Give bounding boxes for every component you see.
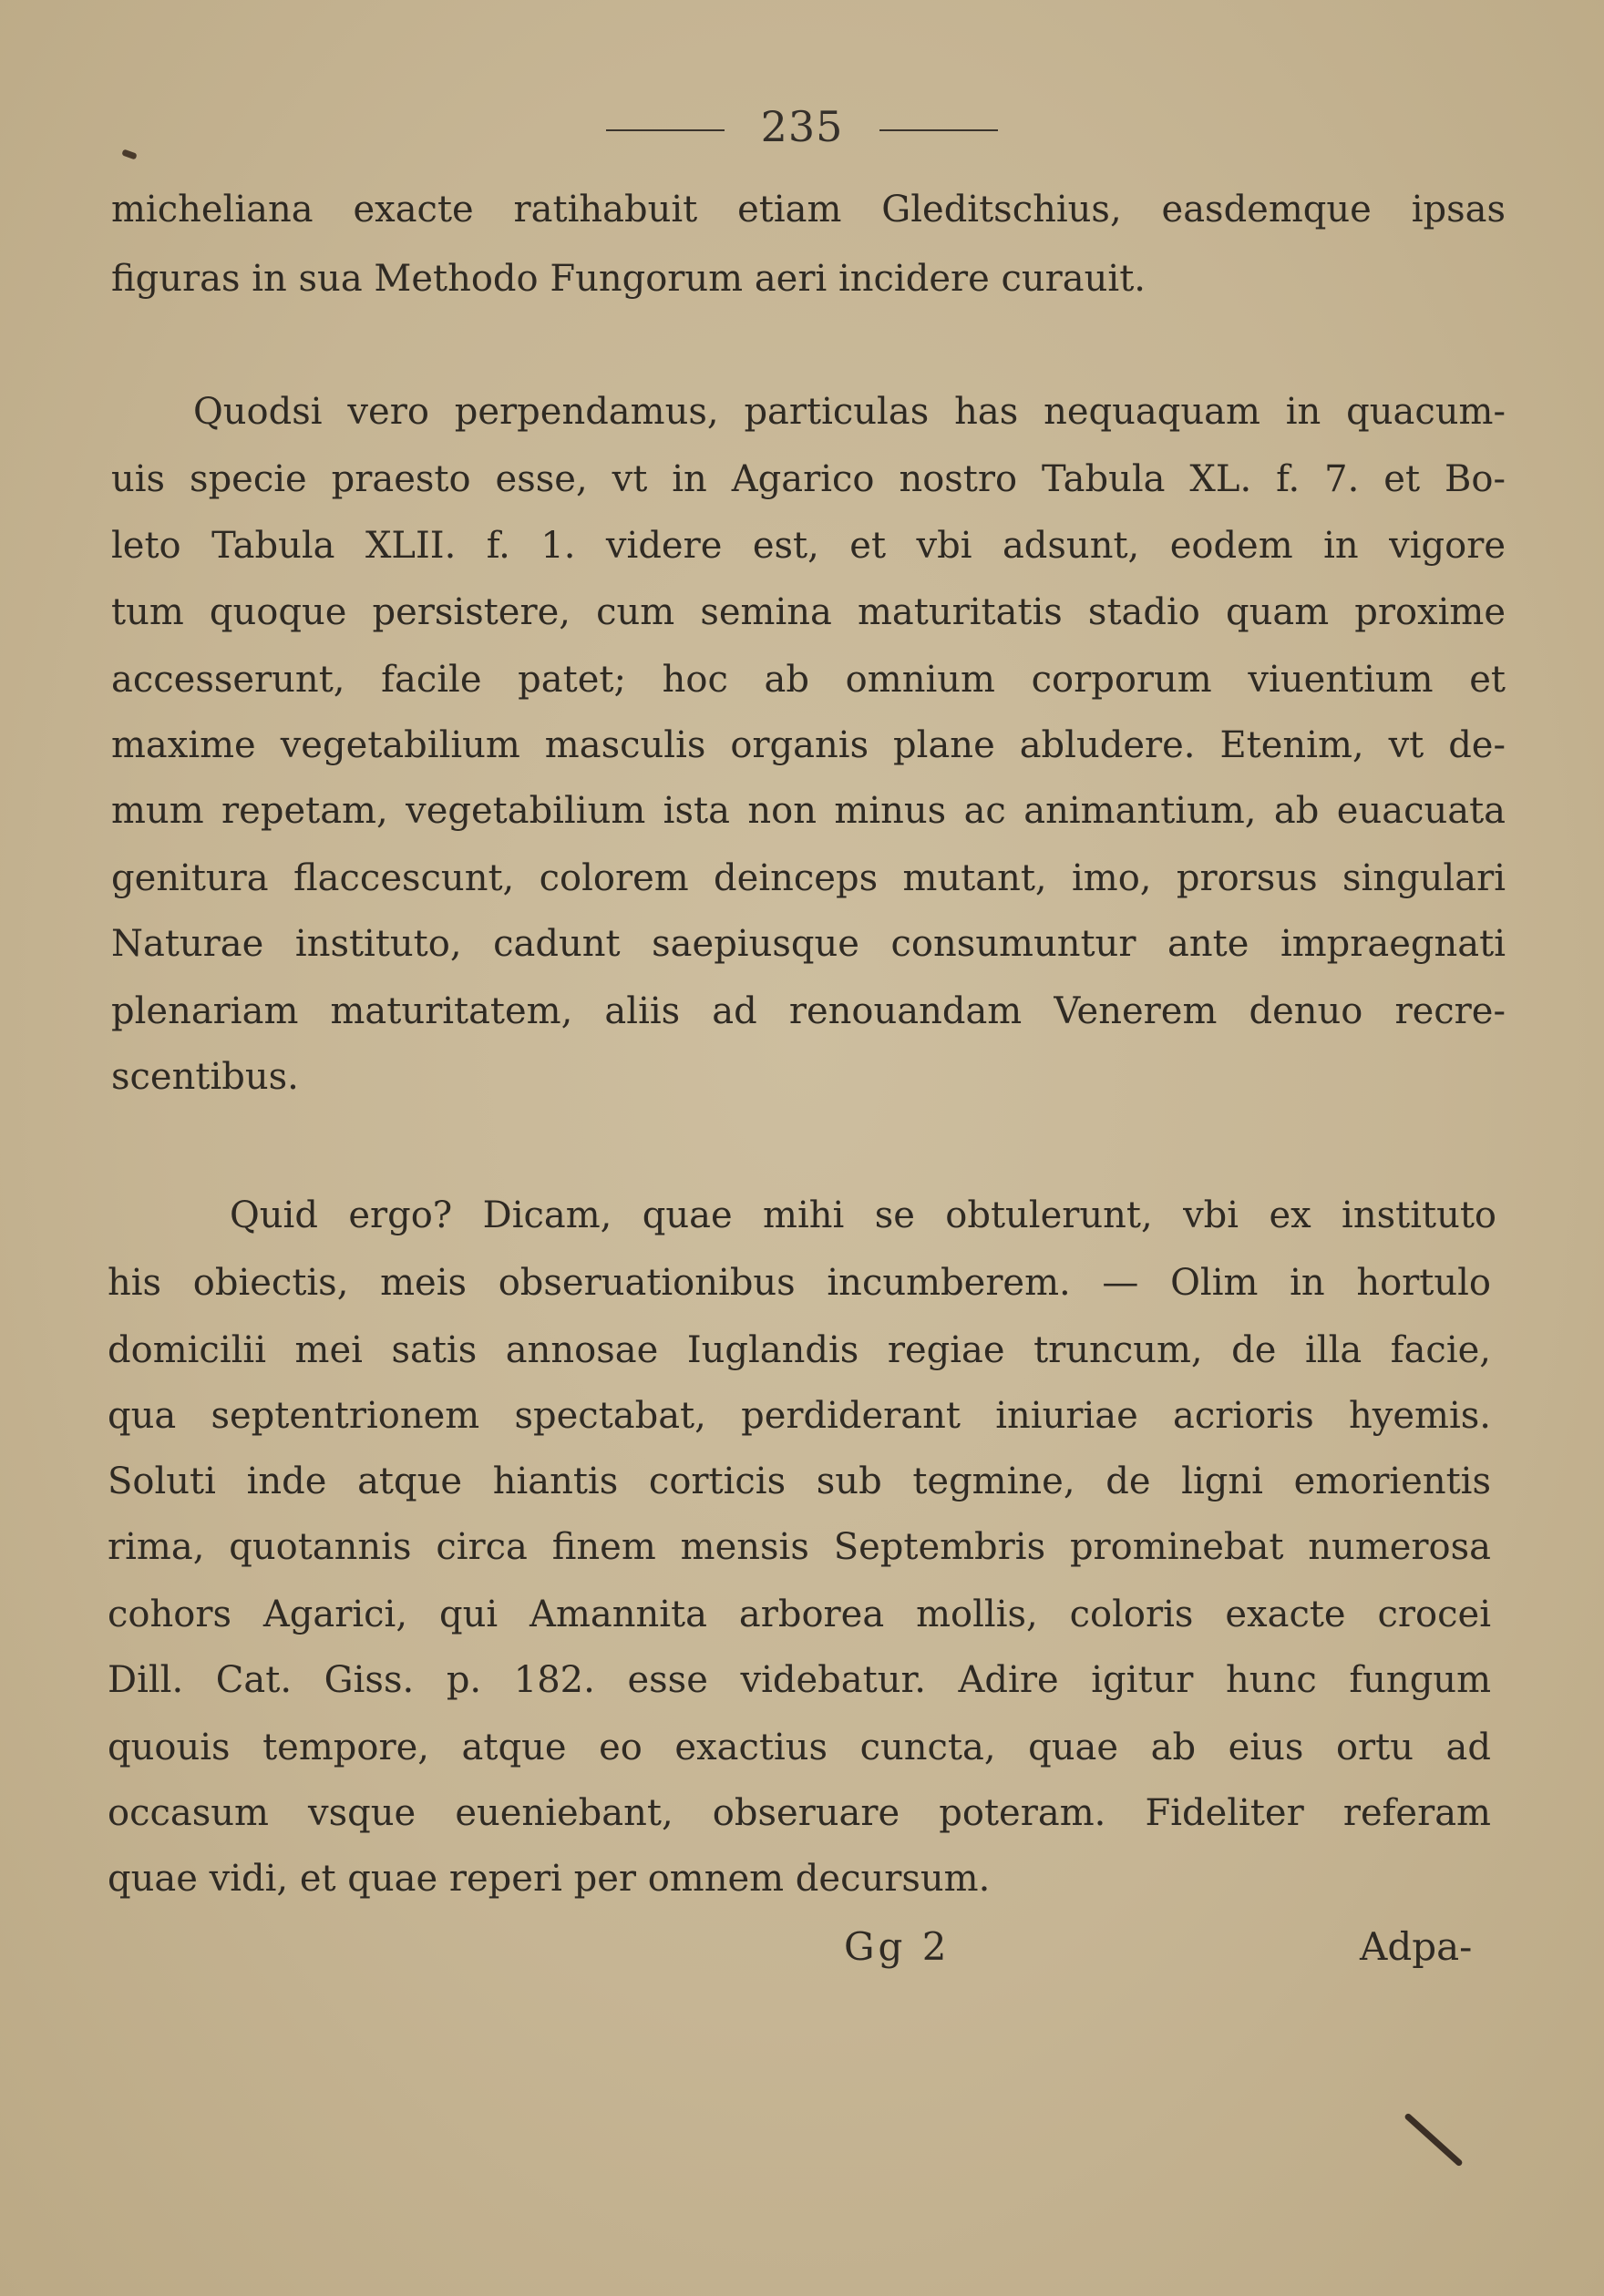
text-line: Soluti inde atque hiantis corticis sub tegmine, de ligni emorientis — [108, 1461, 1491, 1502]
text-line: qua septentrionem spectabat, perdiderant iniuriae acrioris hyemis. — [108, 1395, 1491, 1437]
header-rule-left — [606, 129, 725, 131]
text-line: uis specie praesto esse, vt in Agarico nostro Tabula XL. f. 7. et Bo- — [111, 458, 1506, 500]
header-rule-right — [879, 129, 998, 131]
text-line: micheliana exacte ratihabuit etiam Gleditschius, easdemque ipsas — [111, 189, 1506, 231]
text-line: leto Tabula XLII. f. 1. videre est, et vbi adsunt, eodem in vigore — [111, 525, 1506, 567]
signature-mark: Gg 2 — [844, 1924, 951, 1969]
text-line: rima, quotannis circa finem mensis Septembris prominebat numerosa — [108, 1526, 1491, 1568]
text-line: cohors Agarici, qui Amannita arborea mollis, coloris exacte crocei — [108, 1594, 1491, 1635]
text-line: figuras in sua Methodo Fungorum aeri incidere curauit. — [111, 258, 1146, 300]
text-line: Naturae instituto, cadunt saepiusque consumuntur ante impraegnati — [111, 923, 1506, 965]
text-line: maxime vegetabilium masculis organis plane abludere. Etenim, vt de- — [111, 724, 1506, 766]
text-line: his obiectis, meis obseruationibus incumberem. — Olim in hortulo — [108, 1262, 1491, 1304]
text-line: plenariam maturitatem, aliis ad renouandam Venerem denuo recre- — [111, 990, 1506, 1032]
text-line: domicilii mei satis annosae Iuglandis regiae truncum, de illa facie, — [108, 1329, 1491, 1371]
text-line: genitura flaccescunt, colorem deinceps mutant, imo, prorsus singulari — [111, 857, 1506, 899]
page-number: 235 — [760, 102, 844, 151]
text-line: Quodsi vero perpendamus, particulas has nequaquam in quacum- — [193, 391, 1506, 433]
text-line: Quid ergo? Dicam, quae mihi se obtulerunt, vbi ex instituto — [230, 1194, 1496, 1236]
text-line: scentibus. — [111, 1056, 299, 1098]
text-line: tum quoque persistere, cum semina maturitatis stadio quam proxime — [111, 591, 1506, 633]
page-header — [0, 102, 1604, 151]
text-line: quouis tempore, atque eo exactius cuncta, quae ab eius ortu ad — [108, 1727, 1491, 1768]
catchword: Adpa- — [1360, 1924, 1473, 1969]
text-line: quae vidi, et quae reperi per omnem decursum. — [108, 1858, 991, 1900]
text-line: accesserunt, facile patet; hoc ab omnium corporum viuentium et — [111, 659, 1506, 701]
text-line: occasum vsque eueniebant, obseruare poteram. Fideliter referam — [108, 1792, 1491, 1834]
text-line: Dill. Cat. Giss. p. 182. esse videbatur. Adire igitur hunc fungum — [108, 1659, 1491, 1701]
text-line: mum repetam, vegetabilium ista non minus ac animantium, ab euacuata — [111, 790, 1506, 832]
ink-stroke — [1404, 2112, 1464, 2167]
